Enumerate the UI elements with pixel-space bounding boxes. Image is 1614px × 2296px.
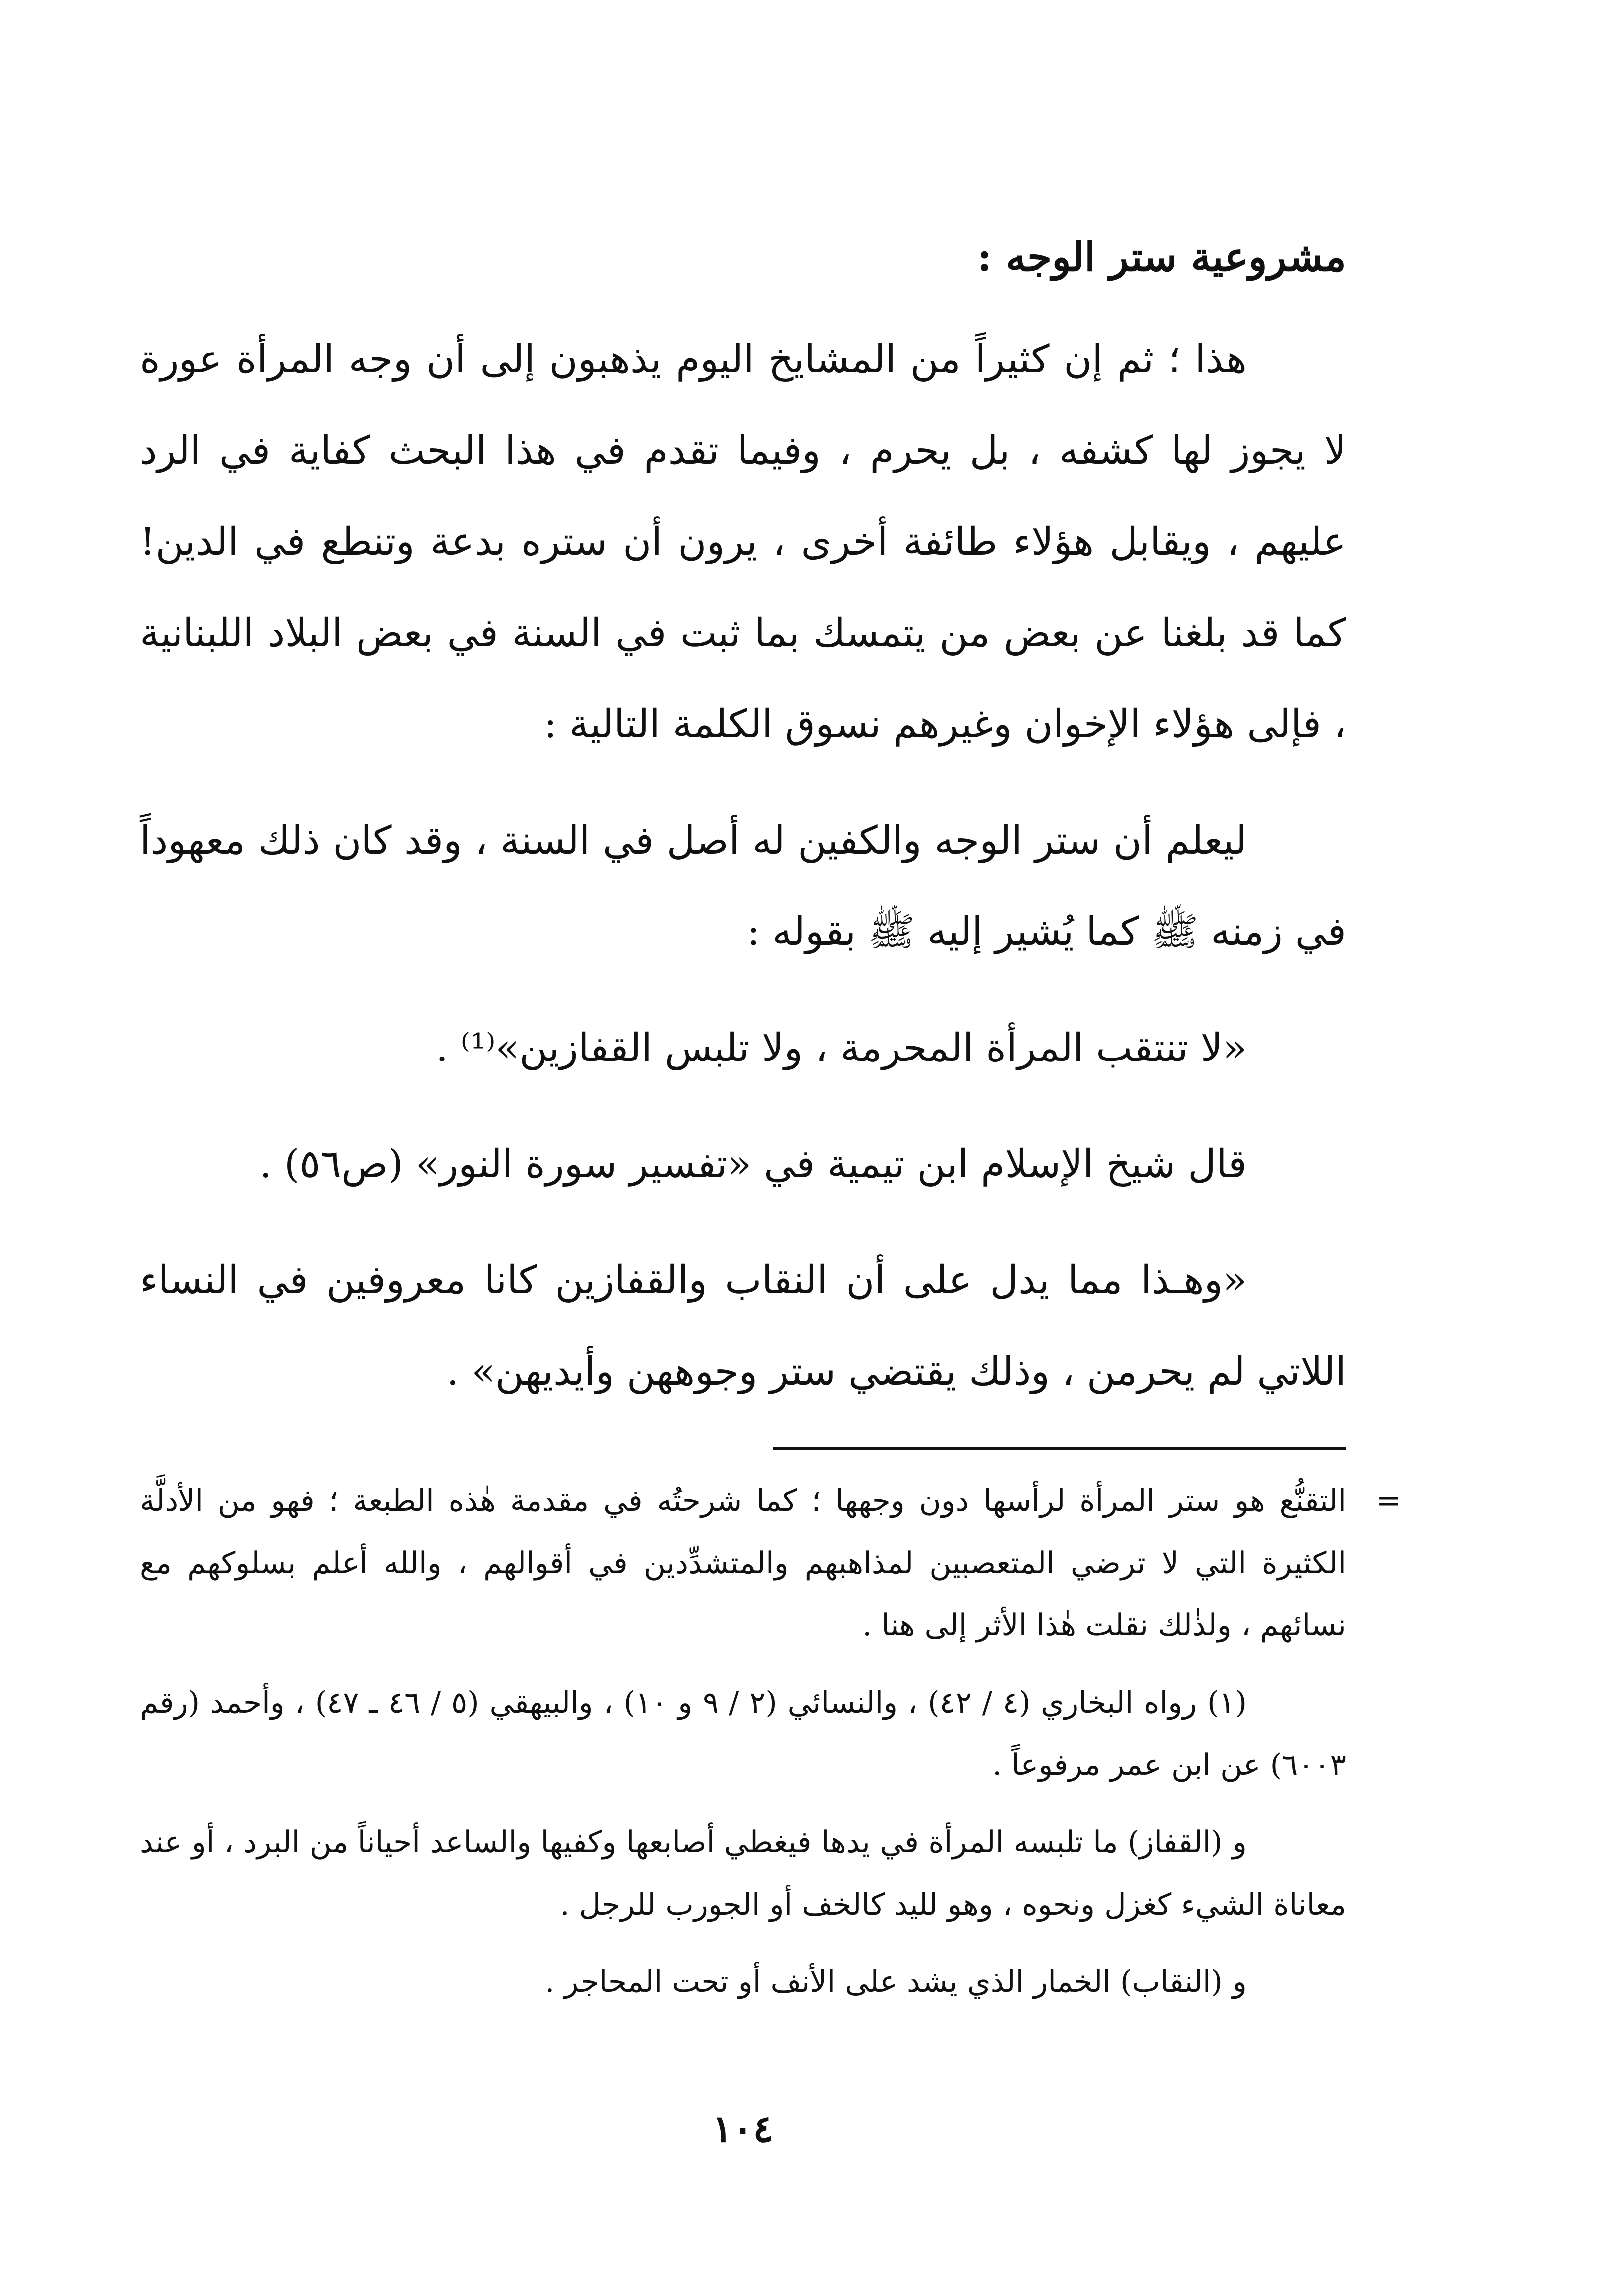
- gloss-qaffaz: و (القفاز) ما تلبسه المرأة في يدها فيغطي أصابعها وكفيها والساعد أحياناً من البرد ، أو عند معاناة الشيء كغزل ونحوه ، وهو لليد كالخف أو الجورب للرجل .: [140, 1825, 1346, 1922]
- footnote-divider: [773, 1447, 1346, 1450]
- paragraph-2: ليعلم أن ستر الوجه والكفين له أصل في السنة ، وقد كان ذلك معهوداً في زمنه ﷺ كما يُشير إليه ﷺ بقوله :: [140, 818, 1346, 954]
- footnotes-section: [140, 1470, 1401, 2013]
- page-number: ١٠٤: [712, 2107, 774, 2151]
- hadith-quote: «لا تنتقب المرأة المحرمة ، ولا تلبس القفازين»⁽¹⁾ .: [436, 1026, 1247, 1070]
- document-page: [140, 219, 1401, 2214]
- footnote-1: (١) رواه البخاري (٤ / ٤٢) ، والنسائي (٢ / ٩ و ١٠) ، والبيهقي (٥ / ٤٦ ـ ٤٧) ، وأحمد (رقم ٦٠٠٣) عن ابن عمر مرفوعاً .: [140, 1685, 1346, 1782]
- continuation-mark: =: [1376, 1483, 1401, 1518]
- gloss-niqab: و (النقاب) الخمار الذي يشد على الأنف أو تحت المحاجر .: [545, 1964, 1247, 1999]
- footnote-continuation: [140, 1470, 1401, 1657]
- paragraph-1: هذا ؛ ثم إن كثيراً من المشايخ اليوم يذهبون إلى أن وجه المرأة عورة لا يجوز لها كشفه ، بل يحرم ، وفيما تقدم في هذا البحث كفاية في الرد عليهم ، ويقابل هؤلاء طائفة أخرى ، يرون أن ستره بدعة وتنطع في الدين! كما قد بلغنا عن بعض من يتمسك بما ثبت في السنة في بعض البلاد اللبنانية ، فإلى هؤلاء الإخوان وغيرهم نسوق الكلمة التالية :: [140, 337, 1346, 747]
- quote-source: قال شيخ الإسلام ابن تيمية في «تفسير سورة النور» (ص٥٦) .: [259, 1142, 1247, 1187]
- paragraph-3: «وهـذا مما يدل على أن النقاب والقفازين كانا معروفين في النساء اللاتي لم يحرمن ، وذلك يقتضي ستر وجوههن وأيديهن» .: [140, 1258, 1346, 1394]
- footnote-continuation-text: التقنُّع هو ستر المرأة لرأسها دون وجهها ؛ كما شرحتُه في مقدمة هٰذه الطبعة ؛ فهو من الأدلَّة الكثيرة التي لا ترضي المتعصبين لمذاهبهم والمتشدِّدين في أقوالهم ، والله أعلم بسلوكهم مع نسائهم ، ولذٰلك نقلت هٰذا الأثر إلى هنا .: [140, 1483, 1346, 1643]
- section-heading: مشروعية ستر الوجه :: [977, 233, 1346, 280]
